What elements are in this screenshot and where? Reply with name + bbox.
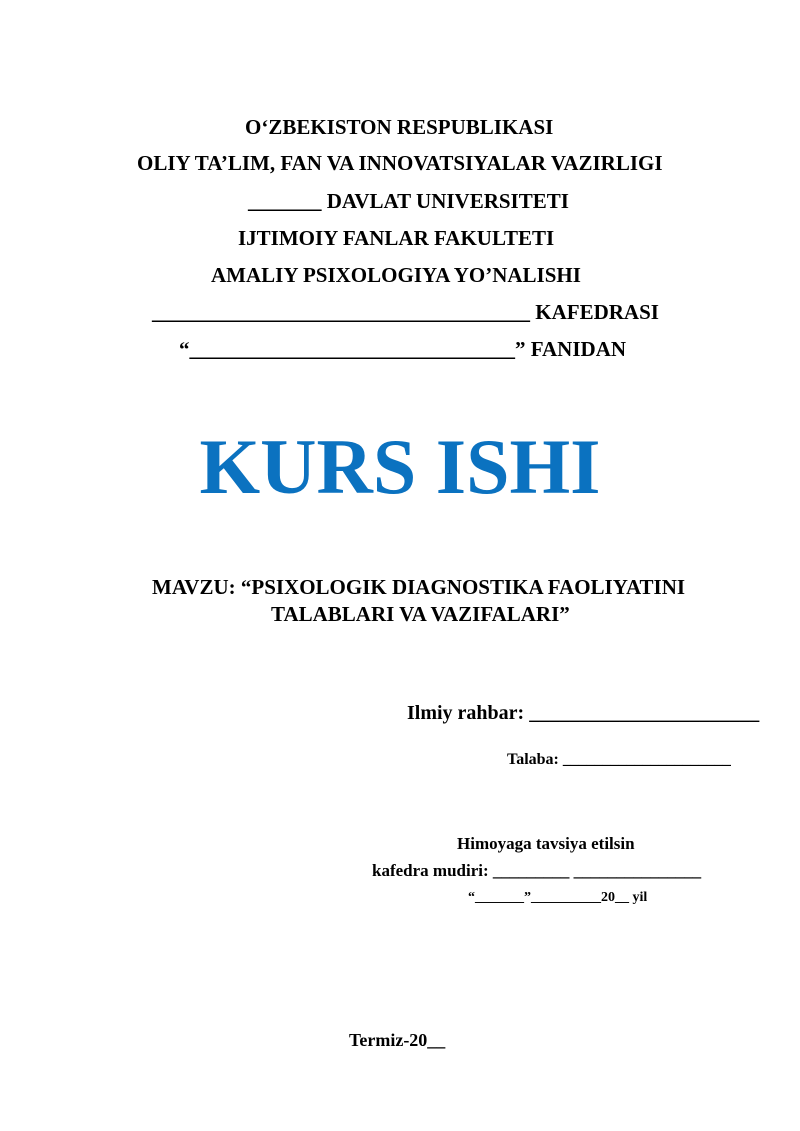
department-head-field: kafedra mudiri: _________ _______________	[372, 861, 702, 880]
supervisor-field: Ilmiy rahbar: _______________________	[407, 702, 760, 724]
student-field: Talaba: _____________________	[507, 751, 731, 768]
republic-name: O‘ZBEKISTON RESPUBLIKASI	[245, 115, 554, 139]
subject-name: “_______________________________” FANIDAN	[179, 337, 627, 361]
date-field: “_______”__________20__ yil	[468, 890, 648, 905]
recommendation-text: Himoyaga tavsiya etilsin	[457, 834, 635, 853]
ministry-name: OLIY TA’LIM, FAN VA INNOVATSIYALAR VAZIRLIGI	[137, 151, 663, 175]
university-name: _______ DAVLAT UNIVERSITETI	[248, 189, 569, 213]
topic-line-2: TALABLARI VA VAZIFALARI”	[271, 602, 570, 626]
faculty-name: IJTIMOIY FANLAR FAKULTETI	[238, 226, 555, 250]
city-year: Termiz-20__	[349, 1030, 446, 1050]
department-name: ____________________________________ KAFEDRASI	[152, 300, 659, 324]
direction-name: AMALIY PSIXOLOGIYA YO’NALISHI	[211, 263, 581, 287]
topic-line-1: MAVZU: “PSIXOLOGIK DIAGNOSTIKA FAOLIYATINI	[152, 575, 686, 599]
document-title: KURS ISHI	[199, 423, 601, 510]
